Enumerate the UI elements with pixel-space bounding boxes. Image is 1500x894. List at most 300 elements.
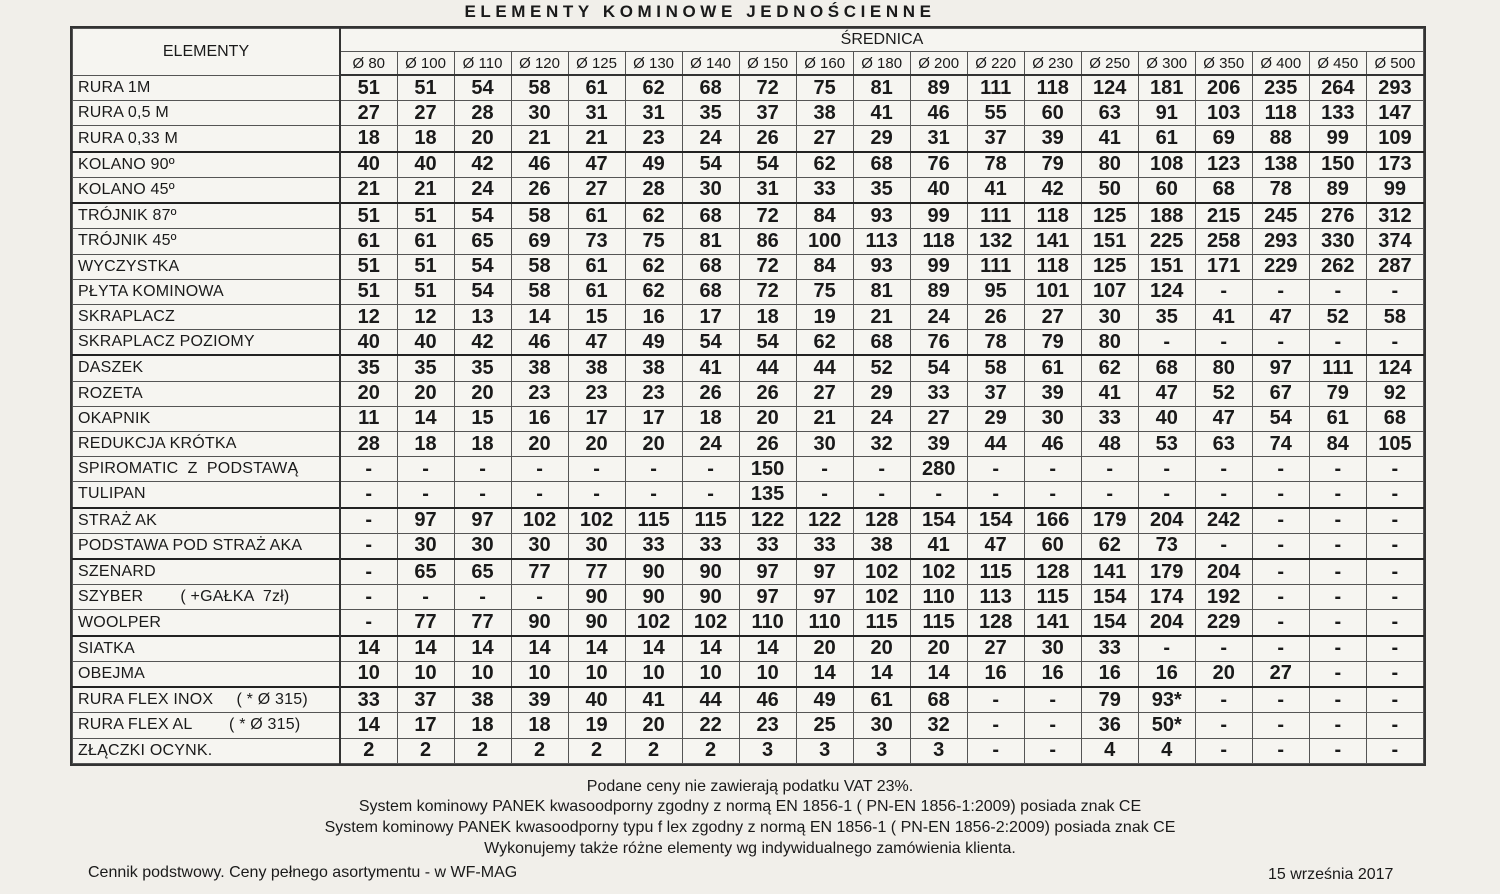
price-cell: -: [1309, 533, 1366, 559]
price-cell: -: [1081, 457, 1138, 482]
price-cell: 102: [853, 559, 910, 585]
price-cell: 245: [1252, 203, 1309, 229]
price-cell: 33: [682, 533, 739, 559]
price-cell: 115: [1024, 585, 1081, 610]
price-cell: 15: [454, 406, 511, 431]
price-cell: 53: [1138, 431, 1195, 456]
price-cell: 41: [853, 101, 910, 126]
diameter-header: Ø 120: [511, 52, 568, 76]
table-row: [73, 738, 1424, 763]
price-cell: -: [1138, 330, 1195, 356]
price-cell: 88: [1252, 126, 1309, 152]
price-cell: 2: [568, 738, 625, 763]
price-cell: 51: [397, 75, 454, 101]
price-cell: 21: [511, 126, 568, 152]
table-row: [73, 533, 1424, 559]
diameter-header: Ø 200: [910, 52, 967, 76]
table-row: [73, 431, 1424, 456]
price-cell: 16: [625, 304, 682, 329]
price-cell: 76: [910, 330, 967, 356]
price-cell: -: [1195, 738, 1252, 763]
price-cell: 3: [796, 738, 853, 763]
price-table-body: [73, 75, 1424, 764]
price-cell: 40: [397, 330, 454, 356]
price-cell: -: [1309, 713, 1366, 738]
price-cell: 41: [682, 355, 739, 381]
price-cell: 179: [1081, 508, 1138, 534]
diameter-header: Ø 300: [1138, 52, 1195, 76]
price-cell: 81: [853, 279, 910, 304]
price-cell: 118: [1024, 254, 1081, 279]
price-cell: -: [1366, 610, 1423, 636]
price-cell: 79: [1081, 687, 1138, 713]
price-cell: 33: [796, 177, 853, 203]
price-cell: 62: [625, 75, 682, 101]
price-cell: 29: [967, 406, 1024, 431]
price-cell: 10: [454, 661, 511, 687]
price-cell: -: [568, 482, 625, 508]
price-cell: 14: [739, 636, 796, 662]
price-cell: 122: [739, 508, 796, 534]
price-cell: 73: [1138, 533, 1195, 559]
price-cell: 40: [340, 330, 397, 356]
price-cell: 61: [397, 229, 454, 254]
price-cell: 76: [910, 152, 967, 178]
price-cell: 65: [397, 559, 454, 585]
element-name: SKRAPLACZ: [73, 304, 341, 329]
price-cell: 33: [796, 533, 853, 559]
price-cell: -: [1252, 585, 1309, 610]
price-cell: 2: [397, 738, 454, 763]
price-cell: -: [1081, 482, 1138, 508]
price-cell: 30: [568, 533, 625, 559]
price-cell: 17: [568, 406, 625, 431]
price-cell: 206: [1195, 75, 1252, 101]
price-cell: 97: [796, 559, 853, 585]
price-cell: 50*: [1138, 713, 1195, 738]
price-cell: -: [625, 457, 682, 482]
footer-ce-note-2: System kominowy PANEK kwasoodporny typu f lex zgodny z normą EN 1856-1 ( PN-EN 1856-2:2009) posiada znak CE: [324, 819, 1176, 836]
price-cell: 21: [796, 406, 853, 431]
element-name: OKAPNIK: [73, 406, 341, 431]
price-cell: 18: [454, 713, 511, 738]
price-cell: 10: [511, 661, 568, 687]
price-cell: 38: [796, 101, 853, 126]
price-cell: 173: [1366, 152, 1423, 178]
diameter-header: Ø 150: [739, 52, 796, 76]
price-cell: 20: [454, 381, 511, 406]
price-cell: 80: [1081, 330, 1138, 356]
price-cell: -: [910, 482, 967, 508]
price-cell: 14: [340, 713, 397, 738]
price-cell: 90: [682, 559, 739, 585]
price-cell: 54: [910, 355, 967, 381]
price-cell: 62: [1081, 533, 1138, 559]
price-cell: 61: [1309, 406, 1366, 431]
price-cell: 204: [1138, 508, 1195, 534]
price-cell: 54: [454, 254, 511, 279]
price-cell: 35: [454, 355, 511, 381]
element-name: PŁYTA KOMINOWA: [73, 279, 341, 304]
price-cell: 14: [853, 661, 910, 687]
price-cell: 118: [910, 229, 967, 254]
price-cell: 10: [568, 661, 625, 687]
price-cell: 68: [910, 687, 967, 713]
price-cell: 14: [625, 636, 682, 662]
price-cell: 26: [682, 381, 739, 406]
price-cell: 330: [1309, 229, 1366, 254]
price-cell: 23: [568, 381, 625, 406]
price-cell: -: [1366, 508, 1423, 534]
element-name: OBEJMA: [73, 661, 341, 687]
price-cell: 47: [568, 152, 625, 178]
element-name: RURA 0,33 M: [73, 126, 341, 152]
diameter-header: Ø 125: [568, 52, 625, 76]
price-cell: 29: [853, 381, 910, 406]
diameter-header: Ø 230: [1024, 52, 1081, 76]
price-cell: 14: [682, 636, 739, 662]
price-cell: 33: [1081, 636, 1138, 662]
price-cell: -: [1366, 482, 1423, 508]
price-cell: 35: [682, 101, 739, 126]
price-cell: 30: [1024, 636, 1081, 662]
price-cell: 128: [967, 610, 1024, 636]
price-cell: 74: [1252, 431, 1309, 456]
price-cell: 40: [910, 177, 967, 203]
diameter-header: Ø 450: [1309, 52, 1366, 76]
price-cell: 77: [568, 559, 625, 585]
elements-column-header: ELEMENTY: [73, 29, 341, 76]
price-cell: 44: [796, 355, 853, 381]
price-cell: 54: [739, 152, 796, 178]
price-cell: 229: [1195, 610, 1252, 636]
price-cell: 258: [1195, 229, 1252, 254]
price-cell: 147: [1366, 101, 1423, 126]
price-cell: 16: [511, 406, 568, 431]
price-cell: 69: [1195, 126, 1252, 152]
price-cell: -: [397, 585, 454, 610]
price-cell: 61: [1138, 126, 1195, 152]
price-cell: 312: [1366, 203, 1423, 229]
price-cell: -: [511, 585, 568, 610]
price-cell: 58: [511, 203, 568, 229]
price-cell: 107: [1081, 279, 1138, 304]
price-cell: -: [1309, 508, 1366, 534]
price-cell: -: [1252, 738, 1309, 763]
price-cell: 42: [454, 330, 511, 356]
price-cell: 65: [454, 559, 511, 585]
price-cell: 14: [568, 636, 625, 662]
price-cell: 35: [853, 177, 910, 203]
price-cell: 73: [568, 229, 625, 254]
price-cell: 287: [1366, 254, 1423, 279]
price-cell: 46: [511, 152, 568, 178]
price-cell: 14: [796, 661, 853, 687]
price-cell: -: [511, 457, 568, 482]
element-name: SKRAPLACZ POZIOMY: [73, 330, 341, 356]
price-cell: 40: [1138, 406, 1195, 431]
price-cell: -: [340, 559, 397, 585]
price-cell: 78: [1252, 177, 1309, 203]
element-name: RURA FLEX AL ( * Ø 315): [73, 713, 341, 738]
price-cell: 84: [1309, 431, 1366, 456]
price-cell: 33: [739, 533, 796, 559]
price-cell: 14: [397, 636, 454, 662]
price-cell: 50: [1081, 177, 1138, 203]
price-cell: 54: [739, 330, 796, 356]
price-cell: -: [340, 508, 397, 534]
price-cell: 78: [967, 330, 1024, 356]
price-cell: 63: [1195, 431, 1252, 456]
price-cell: 72: [739, 254, 796, 279]
price-cell: -: [967, 687, 1024, 713]
price-cell: 61: [340, 229, 397, 254]
price-cell: -: [1309, 559, 1366, 585]
price-cell: 13: [454, 304, 511, 329]
price-cell: 54: [454, 203, 511, 229]
price-cell: 68: [1366, 406, 1423, 431]
price-cell: 2: [682, 738, 739, 763]
price-cell: 33: [1081, 406, 1138, 431]
price-cell: 20: [910, 636, 967, 662]
price-cell: 16: [1024, 661, 1081, 687]
element-name: DASZEK: [73, 355, 341, 381]
price-cell: 3: [739, 738, 796, 763]
price-cell: 33: [340, 687, 397, 713]
price-cell: 30: [511, 533, 568, 559]
price-cell: 78: [967, 152, 1024, 178]
price-cell: 115: [682, 508, 739, 534]
price-cell: -: [625, 482, 682, 508]
price-cell: -: [340, 533, 397, 559]
price-cell: 75: [796, 75, 853, 101]
price-cell: 89: [910, 279, 967, 304]
table-row: [73, 687, 1424, 713]
price-cell: 93: [853, 254, 910, 279]
price-cell: 47: [568, 330, 625, 356]
price-cell: 32: [853, 431, 910, 456]
price-cell: 63: [1081, 101, 1138, 126]
diameter-header: Ø 100: [397, 52, 454, 76]
price-cell: 90: [568, 585, 625, 610]
price-cell: 125: [1081, 254, 1138, 279]
price-cell: 27: [397, 101, 454, 126]
price-cell: 39: [1024, 381, 1081, 406]
price-cell: 154: [1081, 610, 1138, 636]
price-cell: -: [1366, 533, 1423, 559]
price-cell: 58: [511, 75, 568, 101]
price-cell: 37: [397, 687, 454, 713]
price-cell: 84: [796, 203, 853, 229]
price-cell: 41: [967, 177, 1024, 203]
price-cell: 90: [682, 585, 739, 610]
price-cell: -: [796, 457, 853, 482]
price-cell: -: [454, 482, 511, 508]
price-cell: 35: [1138, 304, 1195, 329]
price-cell: -: [1309, 610, 1366, 636]
element-name: SPIROMATIC Z PODSTAWĄ: [73, 457, 341, 482]
price-cell: 26: [967, 304, 1024, 329]
element-name: RURA 1M: [73, 75, 341, 101]
price-table: [72, 28, 1424, 764]
price-cell: -: [1252, 457, 1309, 482]
price-cell: -: [1252, 279, 1309, 304]
price-cell: 2: [625, 738, 682, 763]
price-cell: 41: [910, 533, 967, 559]
table-row: [73, 152, 1424, 178]
price-cell: 113: [967, 585, 1024, 610]
basic-price-list-note: Cennik podstwowy. Ceny pełnego asortymentu - w WF-MAG: [88, 864, 518, 881]
price-cell: 10: [340, 661, 397, 687]
price-cell: 79: [1309, 381, 1366, 406]
price-cell: 40: [397, 152, 454, 178]
price-cell: -: [454, 457, 511, 482]
price-cell: 44: [739, 355, 796, 381]
price-cell: 235: [1252, 75, 1309, 101]
price-cell: -: [967, 482, 1024, 508]
price-cell: 102: [853, 585, 910, 610]
price-cell: 17: [682, 304, 739, 329]
price-cell: 31: [910, 126, 967, 152]
price-cell: 111: [967, 203, 1024, 229]
price-cell: 171: [1195, 254, 1252, 279]
price-cell: 20: [454, 126, 511, 152]
price-cell: 125: [1081, 203, 1138, 229]
price-cell: 14: [340, 636, 397, 662]
diameter-header: Ø 250: [1081, 52, 1138, 76]
price-cell: 47: [1138, 381, 1195, 406]
price-cell: 111: [1309, 355, 1366, 381]
price-cell: -: [340, 482, 397, 508]
price-cell: 33: [625, 533, 682, 559]
price-cell: 2: [454, 738, 511, 763]
price-cell: -: [1195, 457, 1252, 482]
table-row: [73, 203, 1424, 229]
price-cell: 51: [397, 279, 454, 304]
price-cell: 10: [739, 661, 796, 687]
price-cell: 35: [397, 355, 454, 381]
price-cell: 84: [796, 254, 853, 279]
price-cell: 30: [1024, 406, 1081, 431]
price-cell: 188: [1138, 203, 1195, 229]
element-name: WOOLPER: [73, 610, 341, 636]
diameter-group-header: ŚREDNICA: [340, 29, 1424, 52]
price-cell: 40: [340, 152, 397, 178]
price-cell: 24: [682, 431, 739, 456]
price-cell: 132: [967, 229, 1024, 254]
price-cell: -: [1252, 636, 1309, 662]
price-cell: 26: [739, 381, 796, 406]
price-cell: 47: [967, 533, 1024, 559]
table-row: [73, 304, 1424, 329]
price-cell: 135: [739, 482, 796, 508]
price-cell: 27: [910, 406, 967, 431]
price-cell: 48: [1081, 431, 1138, 456]
price-cell: 14: [511, 304, 568, 329]
price-cell: 77: [454, 610, 511, 636]
price-cell: 39: [511, 687, 568, 713]
price-cell: 110: [739, 610, 796, 636]
price-cell: 154: [1081, 585, 1138, 610]
price-cell: 49: [796, 687, 853, 713]
element-name: ROZETA: [73, 381, 341, 406]
price-cell: 27: [796, 381, 853, 406]
price-cell: 51: [340, 203, 397, 229]
price-cell: -: [340, 610, 397, 636]
price-cell: 30: [853, 713, 910, 738]
price-cell: 11: [340, 406, 397, 431]
price-cell: -: [1366, 661, 1423, 687]
price-cell: 20: [853, 636, 910, 662]
price-cell: 23: [625, 381, 682, 406]
price-cell: 118: [1024, 203, 1081, 229]
price-cell: -: [1309, 687, 1366, 713]
price-cell: -: [1309, 585, 1366, 610]
price-cell: 20: [739, 406, 796, 431]
price-cell: 26: [511, 177, 568, 203]
price-cell: -: [1366, 636, 1423, 662]
price-cell: 31: [739, 177, 796, 203]
price-cell: 124: [1138, 279, 1195, 304]
table-row: [73, 279, 1424, 304]
price-cell: 41: [1195, 304, 1252, 329]
price-cell: 14: [397, 406, 454, 431]
price-cell: 101: [1024, 279, 1081, 304]
price-cell: 3: [853, 738, 910, 763]
price-cell: 21: [340, 177, 397, 203]
table-row: [73, 406, 1424, 431]
price-cell: 68: [682, 203, 739, 229]
price-cell: 97: [454, 508, 511, 534]
price-list-date: 15 września 2017: [1268, 866, 1394, 883]
price-cell: 293: [1366, 75, 1423, 101]
price-cell: -: [1309, 330, 1366, 356]
price-cell: 68: [853, 330, 910, 356]
price-cell: 124: [1366, 355, 1423, 381]
price-cell: 108: [1138, 152, 1195, 178]
price-cell: 61: [568, 279, 625, 304]
price-cell: 72: [739, 203, 796, 229]
price-cell: -: [1366, 330, 1423, 356]
price-cell: 204: [1195, 559, 1252, 585]
price-cell: 81: [682, 229, 739, 254]
price-cell: -: [1195, 687, 1252, 713]
price-cell: -: [1138, 457, 1195, 482]
price-cell: 12: [340, 304, 397, 329]
price-cell: 113: [853, 229, 910, 254]
price-cell: 204: [1138, 610, 1195, 636]
price-cell: 77: [397, 610, 454, 636]
price-cell: 54: [454, 75, 511, 101]
price-cell: 18: [397, 126, 454, 152]
price-cell: 30: [511, 101, 568, 126]
price-cell: 30: [682, 177, 739, 203]
price-cell: 141: [1024, 610, 1081, 636]
price-cell: 20: [568, 431, 625, 456]
price-cell: 31: [568, 101, 625, 126]
price-cell: 47: [1195, 406, 1252, 431]
price-table-container: [70, 26, 1426, 766]
price-cell: 41: [625, 687, 682, 713]
element-name: STRAŻ AK: [73, 508, 341, 534]
price-cell: 4: [1081, 738, 1138, 763]
price-cell: 37: [967, 381, 1024, 406]
price-cell: -: [796, 482, 853, 508]
price-cell: 99: [910, 254, 967, 279]
element-name: KOLANO 90º: [73, 152, 341, 178]
price-cell: -: [853, 482, 910, 508]
price-cell: 30: [397, 533, 454, 559]
